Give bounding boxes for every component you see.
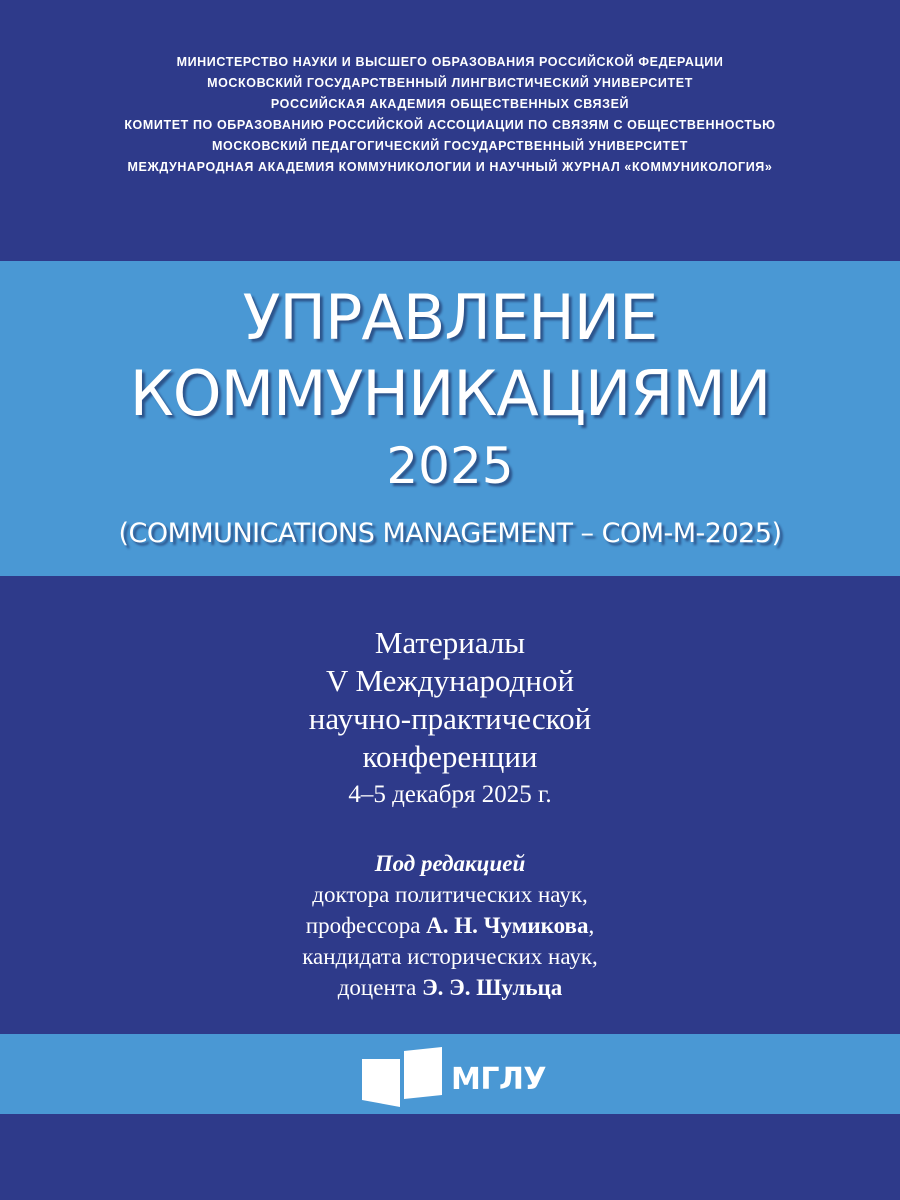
organization-line: МОСКОВСКИЙ ПЕДАГОГИЧЕСКИЙ ГОСУДАРСТВЕННЫЙ УНИВЕРСИТЕТ — [211, 139, 689, 153]
conference-description — [0, 624, 900, 812]
title-line-2: КОММУНИКАЦИЯМИ — [129, 357, 771, 430]
editor-1-degree: доктора политических наук, — [312, 882, 588, 907]
materials-line-2: V Международной — [325, 663, 575, 698]
organization-line: РОССИЙСКАЯ АКАДЕМИЯ ОБЩЕСТВЕННЫХ СВЯЗЕЙ — [270, 97, 630, 111]
organization-line: МИНИСТЕРСТВО НАУКИ И ВЫСШЕГО ОБРАЗОВАНИЯ РОССИЙСКОЙ ФЕДЕРАЦИИ — [176, 55, 724, 69]
publisher-name: МГЛУ — [451, 1062, 547, 1097]
organization-line: КОМИТЕТ ПО ОБРАЗОВАНИЮ РОССИЙСКОЙ АССОЦИАЦИИ ПО СВЯЗЯМ С ОБЩЕСТВЕННОСТЬЮ — [124, 118, 776, 132]
title-english: (COMMUNICATIONS MANAGEMENT – COM-M-2025) — [118, 518, 782, 549]
editor-1-line — [0, 910, 900, 941]
title-band — [0, 261, 900, 576]
materials-line-4: конференции — [362, 739, 538, 774]
organizations-list — [0, 52, 900, 178]
editor-2-line — [0, 972, 900, 1003]
organization-line: МЕЖДУНАРОДНАЯ АКАДЕМИЯ КОММУНИКОЛОГИИ И НАУЧНЫЙ ЖУРНАЛ «КОММУНИКОЛОГИЯ» — [127, 160, 773, 174]
materials-line-3: научно-практической — [308, 701, 592, 736]
title-year: 2025 — [386, 437, 514, 495]
editor-2-degree: кандидата исторических наук, — [302, 944, 598, 969]
materials-line-1: Материалы — [374, 625, 526, 660]
editor-2-name: Э. Э. Шульца — [422, 975, 563, 1000]
organization-line: МОСКОВСКИЙ ГОСУДАРСТВЕННЫЙ ЛИНГВИСТИЧЕСКИЙ УНИВЕРСИТЕТ — [207, 76, 693, 90]
editors-block — [0, 848, 900, 1003]
editor-1-name: А. Н. Чумикова — [426, 913, 589, 938]
editor-1-comma: , — [588, 913, 595, 938]
editor-1-title: профессора — [305, 913, 427, 938]
editors-heading: Под редакцией — [374, 851, 526, 876]
title-line-1: УПРАВЛЕНИЕ — [242, 281, 658, 354]
conference-date: 4–5 декабря 2025 г. — [348, 781, 552, 808]
editor-2-title: доцента — [337, 975, 423, 1000]
